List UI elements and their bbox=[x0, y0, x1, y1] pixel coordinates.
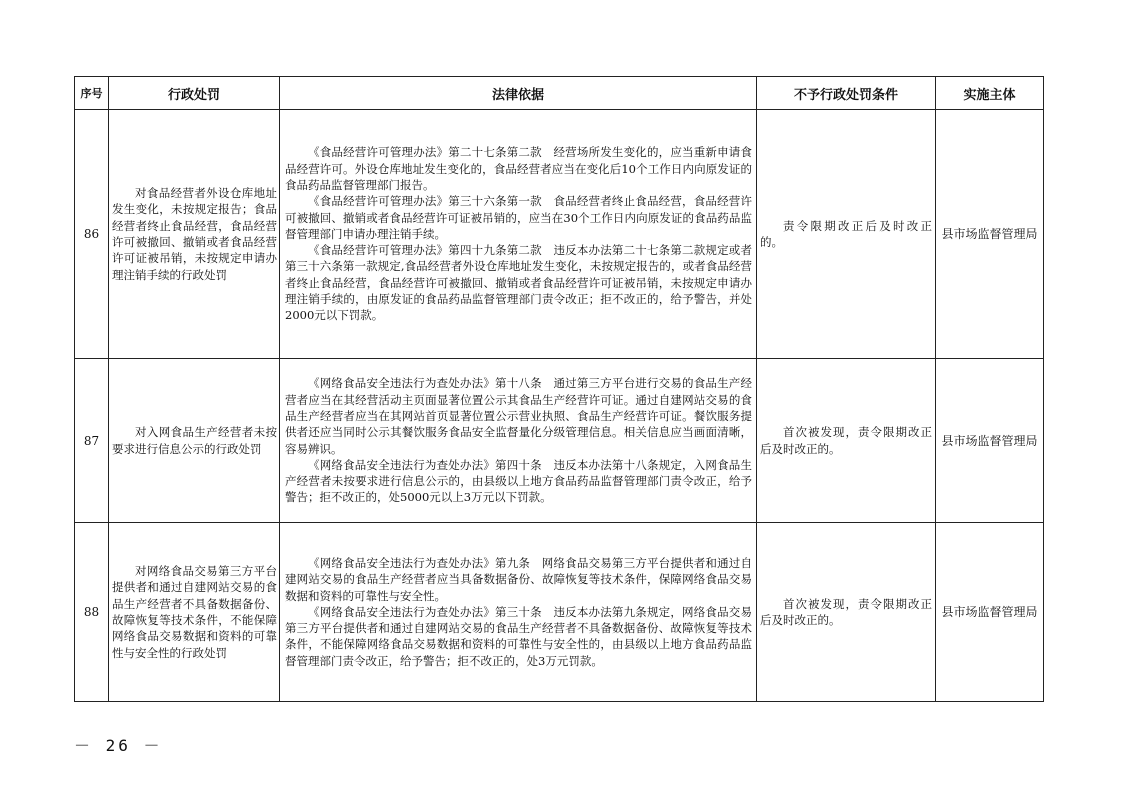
condition-text: 责令限期改正后及时改正的。 bbox=[760, 218, 932, 249]
row-subject: 县市场监督管理局 bbox=[936, 359, 1044, 523]
row-basis bbox=[280, 359, 757, 523]
header-condition: 不予行政处罚条件 bbox=[757, 77, 936, 110]
penalty-text: 对入网食品生产经营者未按要求进行信息公示的行政处罚 bbox=[112, 425, 277, 456]
basis-paragraph: 《网络食品安全违法行为查处办法》第十八条 通过第三方平台进行交易的食品生产经营者应当在其经营活动主页面显著位置公示其食品生产经营许可证。通过自建网站交易的食品生产经营者应当在其网站首页显著位置公示营业执照、食品生产经营许可证。餐饮服务提供者还应当同时公示其餐饮服务食品安全监督量化分级管理信息。相关信息应当画面清晰，容易辨识。 bbox=[285, 376, 752, 456]
basis-paragraph: 《食品经营许可管理办法》第二十七条第二款 经营场所发生变化的，应当重新申请食品经营许可。外设仓库地址发生变化的，食品经营者应当在变化后10个工作日内向原发证的食品药品监督管理部门报告。 bbox=[285, 145, 752, 192]
row-subject: 县市场监督管理局 bbox=[936, 523, 1044, 702]
row-penalty bbox=[109, 523, 280, 702]
row-penalty bbox=[109, 110, 280, 359]
row-penalty bbox=[109, 359, 280, 523]
row-seq: 86 bbox=[75, 110, 109, 359]
row-seq: 87 bbox=[75, 359, 109, 523]
row-basis bbox=[280, 523, 757, 702]
page-number: － 26 － bbox=[74, 736, 163, 755]
penalty-text: 对食品经营者外设仓库地址发生变化，未按规定报告；食品经营者终止食品经营，食品经营许可被撤回、撤销或者食品经营许可证被吊销，未按规定申请办理注销手续的行政处罚 bbox=[112, 186, 277, 282]
table-row bbox=[75, 523, 1044, 702]
table-row bbox=[75, 110, 1044, 359]
penalty-table bbox=[74, 76, 1044, 702]
header-subject: 实施主体 bbox=[936, 77, 1044, 110]
row-basis bbox=[280, 110, 757, 359]
basis-paragraph: 《网络食品安全违法行为查处办法》第九条 网络食品交易第三方平台提供者和通过自建网站交易的食品生产经营者应当具备数据备份、故障恢复等技术条件，保障网络食品交易数据和资料的可靠性与安全性。 bbox=[285, 555, 752, 603]
basis-paragraph: 《食品经营许可管理办法》第三十六条第一款 食品经营者终止食品经营，食品经营许可被撤回、撤销或者食品经营许可证被吊销的，应当在30个工作日内向原发证的食品药品监督管理部门申请办理注销手续。 bbox=[285, 194, 752, 241]
row-condition bbox=[757, 359, 936, 523]
header-basis: 法律依据 bbox=[280, 77, 757, 110]
table-row bbox=[75, 359, 1044, 523]
header-row bbox=[75, 77, 1044, 110]
header-penalty: 行政处罚 bbox=[109, 77, 280, 110]
row-subject: 县市场监督管理局 bbox=[936, 110, 1044, 359]
condition-text: 首次被发现，责令限期改正后及时改正的。 bbox=[760, 596, 932, 627]
basis-paragraph: 《网络食品安全违法行为查处办法》第四十条 违反本办法第十八条规定，入网食品生产经营者未按要求进行信息公示的，由县级以上地方食品药品监督管理部门责令改正，给予警告；拒不改正的，处5000元以上3万元以下罚款。 bbox=[285, 457, 752, 505]
basis-paragraph: 《食品经营许可管理办法》第四十九条第二款 违反本办法第二十七条第二款规定或者第三十六条第一款规定,食品经营者外设仓库地址发生变化，未按规定报告的，或者食品经营者终止食品经营，食品经营许可被撤回、撤销或者食品经营许可证被吊销，未按规定申请办理注销手续的，由原发证的食品药品监督管理部门责令改正；拒不改正的，给予警告，并处2000元以下罚款。 bbox=[285, 243, 752, 323]
header-seq: 序号 bbox=[75, 77, 109, 110]
row-condition bbox=[757, 523, 936, 702]
basis-paragraph: 《网络食品安全违法行为查处办法》第三十条 违反本办法第九条规定，网络食品交易第三方平台提供者和通过自建网站交易的食品生产经营者不具备数据备份、故障恢复等技术条件，不能保障网络食品交易数据和资料的可靠性与安全性的，由县级以上地方食品药品监督管理部门责令改正，给予警告；拒不改正的，处3万元罚款。 bbox=[285, 604, 752, 668]
row-condition bbox=[757, 110, 936, 359]
condition-text: 首次被发现，责令限期改正后及时改正的。 bbox=[760, 425, 932, 456]
penalty-text: 对网络食品交易第三方平台提供者和通过自建网站交易的食品生产经营者不具备数据备份、故障恢复等技术条件，不能保障网络食品交易数据和资料的可靠性与安全性的行政处罚 bbox=[112, 564, 277, 660]
row-seq: 88 bbox=[75, 523, 109, 702]
